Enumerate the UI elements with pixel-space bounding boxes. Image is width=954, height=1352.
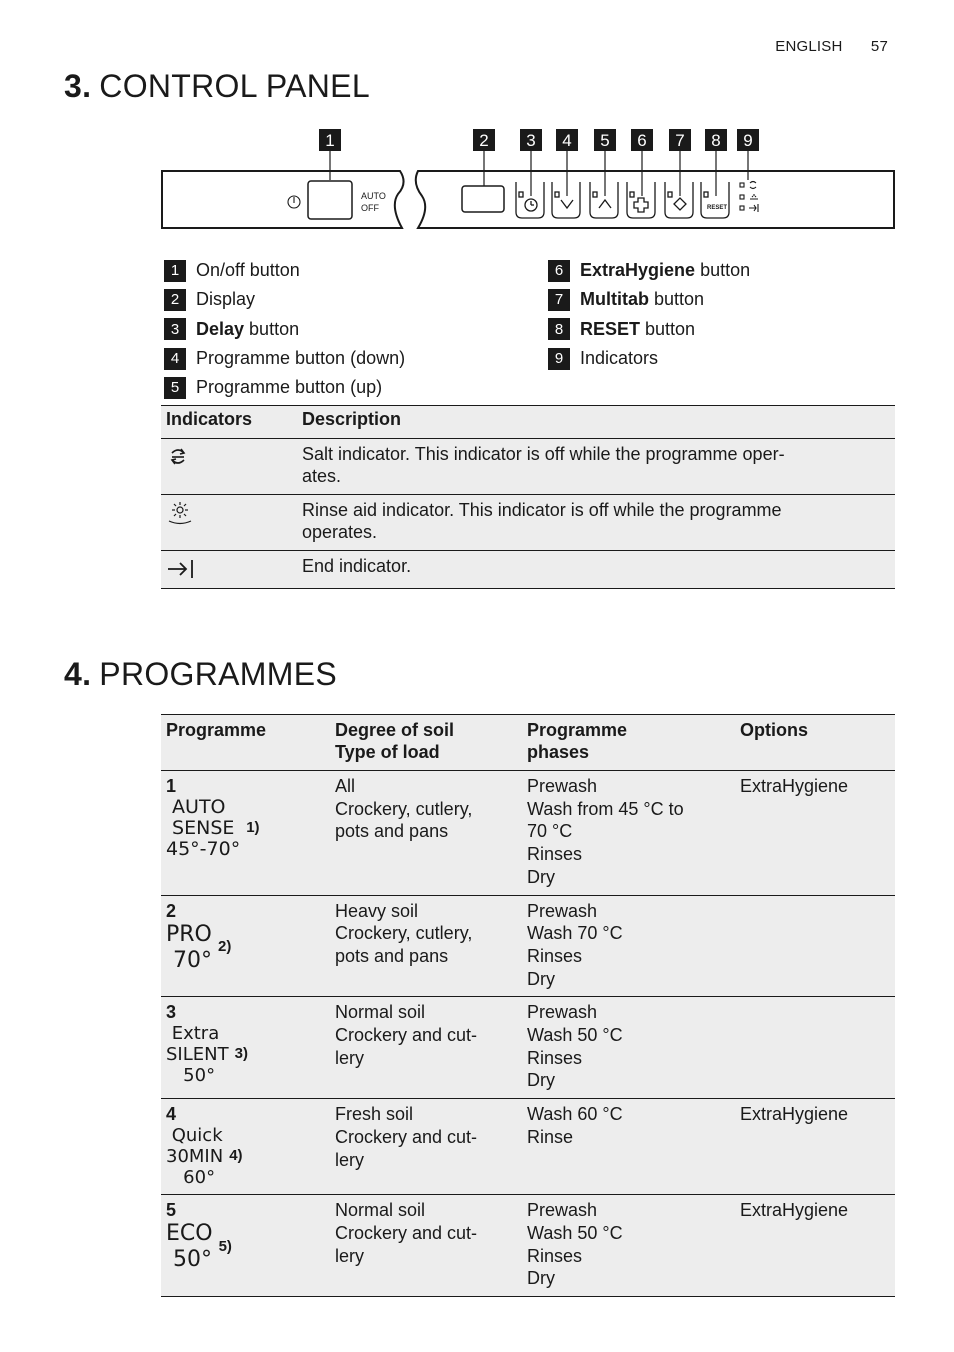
callout-9-label: 9 <box>743 131 753 150</box>
callout-5-label: 5 <box>600 131 610 150</box>
indicator-description: Rinse aid indicator. This indicator is off while the programme operates. <box>297 495 895 551</box>
programmes-table <box>161 714 895 1297</box>
chevron-down-icon <box>561 200 573 208</box>
soil-cell: Heavy soil Crockery, cutlery, pots and pans <box>330 895 522 997</box>
legend-number: 1 <box>164 260 186 282</box>
callout-3-label: 3 <box>526 131 536 150</box>
legend-left-column <box>164 256 405 402</box>
section-number: 4. <box>64 656 92 692</box>
hygiene-cross-icon <box>634 198 648 212</box>
phases-cell: Prewash Wash 70 °C Rinses Dry <box>522 895 735 997</box>
header-options: Options <box>735 715 895 771</box>
callout-1-label: 1 <box>325 131 335 150</box>
legend-text: button <box>695 260 751 281</box>
programme-number: 3 <box>166 1002 177 1023</box>
programme-cell <box>161 1099 330 1195</box>
table-row <box>161 1195 895 1297</box>
multitab-icon <box>674 198 686 210</box>
reset-label: RESET <box>707 205 728 211</box>
display-shape <box>462 186 504 212</box>
auto-off-label-1: AUTO <box>361 191 386 201</box>
legend-item-9 <box>548 344 750 373</box>
legend-item-4 <box>164 344 405 373</box>
section-number: 3. <box>64 68 92 104</box>
options-cell: ExtraHygiene <box>735 1195 895 1297</box>
footnote: 4) <box>229 1147 243 1165</box>
auto-off-label-2: OFF <box>361 203 379 213</box>
power-icon <box>288 196 300 208</box>
phases-cell: Prewash Wash 50 °C Rinses Dry <box>522 997 735 1099</box>
table-row <box>161 895 895 997</box>
callout-2-label: 2 <box>479 131 489 150</box>
legend-number: 5 <box>164 377 186 399</box>
programme-number: 1 <box>166 776 177 796</box>
soil-cell: All Crockery, cutlery, pots and pans <box>330 771 522 896</box>
salt-mini-icon <box>750 182 756 189</box>
legend-item-1 <box>164 256 405 285</box>
phases-cell: Prewash Wash 50 °C Rinses Dry <box>522 1195 735 1297</box>
table-row <box>161 771 895 896</box>
soil-cell: Fresh soil Crockery and cut- lery <box>330 1099 522 1195</box>
legend-bold: ExtraHygiene <box>580 260 696 281</box>
legend-text: On/off button <box>196 260 300 281</box>
on-off-button-shape <box>308 181 352 219</box>
legend-right-column <box>548 256 750 373</box>
end-mini-icon <box>749 204 758 212</box>
indicator-cell <box>161 551 297 589</box>
table-header-row <box>161 715 895 771</box>
section-title-text: PROGRAMMES <box>99 656 337 692</box>
legend-bold: Multitab <box>580 289 649 310</box>
header-programme-phases: Programme phases <box>522 715 735 771</box>
rinse-mini-icon <box>750 194 758 199</box>
options-cell: ExtraHygiene <box>735 1099 895 1195</box>
legend-bold: RESET <box>580 318 641 339</box>
legend-text: button <box>244 318 300 339</box>
programme-cell <box>161 997 330 1099</box>
phases-cell: Wash 60 °C Rinse <box>522 1099 735 1195</box>
rinse-aid-indicator-icon <box>166 501 194 525</box>
indicators-table <box>161 405 895 589</box>
legend-number: 8 <box>548 318 570 340</box>
page-number: 57 <box>870 38 888 55</box>
legend-text: button <box>640 318 696 339</box>
callout-6-label: 6 <box>637 131 647 150</box>
legend-number: 2 <box>164 289 186 311</box>
chevron-up-icon <box>599 200 611 208</box>
legend-item-8 <box>548 315 750 344</box>
legend-item-6 <box>548 256 750 285</box>
table-row <box>161 495 895 551</box>
indicator-cell <box>161 439 297 495</box>
language-label: ENGLISH <box>775 38 843 55</box>
legend-bold: Delay <box>196 318 245 339</box>
programme-cell <box>161 895 330 997</box>
legend-item-2 <box>164 285 405 314</box>
control-panel-diagram <box>160 128 896 234</box>
indicator-cell <box>161 495 297 551</box>
programme-number: 2 <box>166 900 177 921</box>
legend-text: button <box>649 289 705 310</box>
footnote: 2) <box>218 938 232 956</box>
soil-cell: Normal soil Crockery and cut- lery <box>330 1195 522 1297</box>
options-cell <box>735 997 895 1099</box>
options-cell <box>735 895 895 997</box>
legend-number: 3 <box>164 318 186 340</box>
legend-text: Programme button (up) <box>196 377 383 398</box>
indicator-description: End indicator. <box>297 551 895 589</box>
table-row <box>161 997 895 1099</box>
legend-number: 6 <box>548 260 570 282</box>
callout-7-label: 7 <box>675 131 685 150</box>
phases-cell: Prewash Wash from 45 °C to 70 °C Rinses Dry <box>522 771 735 896</box>
table-row <box>161 1099 895 1195</box>
legend-item-5 <box>164 373 405 402</box>
programme-number: 4 <box>166 1104 177 1125</box>
callout-8-label: 8 <box>711 131 721 150</box>
salt-indicator-icon <box>166 445 190 469</box>
section-title-programmes <box>64 656 337 693</box>
table-header-row <box>161 406 895 439</box>
callout-4-label: 4 <box>562 131 572 150</box>
end-indicator-icon <box>166 557 196 581</box>
legend-text: Programme button (down) <box>196 348 406 369</box>
indicator-description: Salt indicator. This indicator is off while the programme oper- ates. <box>297 439 895 495</box>
programme-cell <box>161 771 330 896</box>
options-cell: ExtraHygiene <box>735 771 895 896</box>
header-programme: Programme <box>161 715 330 771</box>
legend-item-7 <box>548 285 750 314</box>
header-description: Description <box>297 406 895 439</box>
footnote: 3) <box>234 1045 248 1063</box>
soil-cell: Normal soil Crockery and cut- lery <box>330 997 522 1099</box>
programme-logo: PRO 70° <box>166 921 212 973</box>
footnote: 5) <box>218 1237 232 1255</box>
programme-logo: Quick 30MIN 60° <box>166 1125 224 1189</box>
header-degree-of-soil: Degree of soil Type of load <box>330 715 522 771</box>
legend-number: 4 <box>164 348 186 370</box>
table-row <box>161 551 895 589</box>
programme-logo: Extra SILENT 50° <box>166 1023 229 1087</box>
table-row <box>161 439 895 495</box>
page-header <box>775 38 888 55</box>
programme-logo: ECO 50° <box>166 1221 213 1273</box>
section-title-text: CONTROL PANEL <box>99 68 370 104</box>
legend-number: 7 <box>548 289 570 311</box>
section-title-control-panel <box>64 68 370 105</box>
programme-cell <box>161 1195 330 1297</box>
legend-item-3 <box>164 315 405 344</box>
legend-text: Indicators <box>580 348 659 369</box>
legend-number: 9 <box>548 348 570 370</box>
legend-text: Display <box>196 289 256 310</box>
footnote: 1) <box>246 819 260 837</box>
programme-logo: AUTO SENSE 45°-70° <box>166 796 241 860</box>
header-indicators: Indicators <box>161 406 297 439</box>
programme-number: 5 <box>166 1200 177 1221</box>
